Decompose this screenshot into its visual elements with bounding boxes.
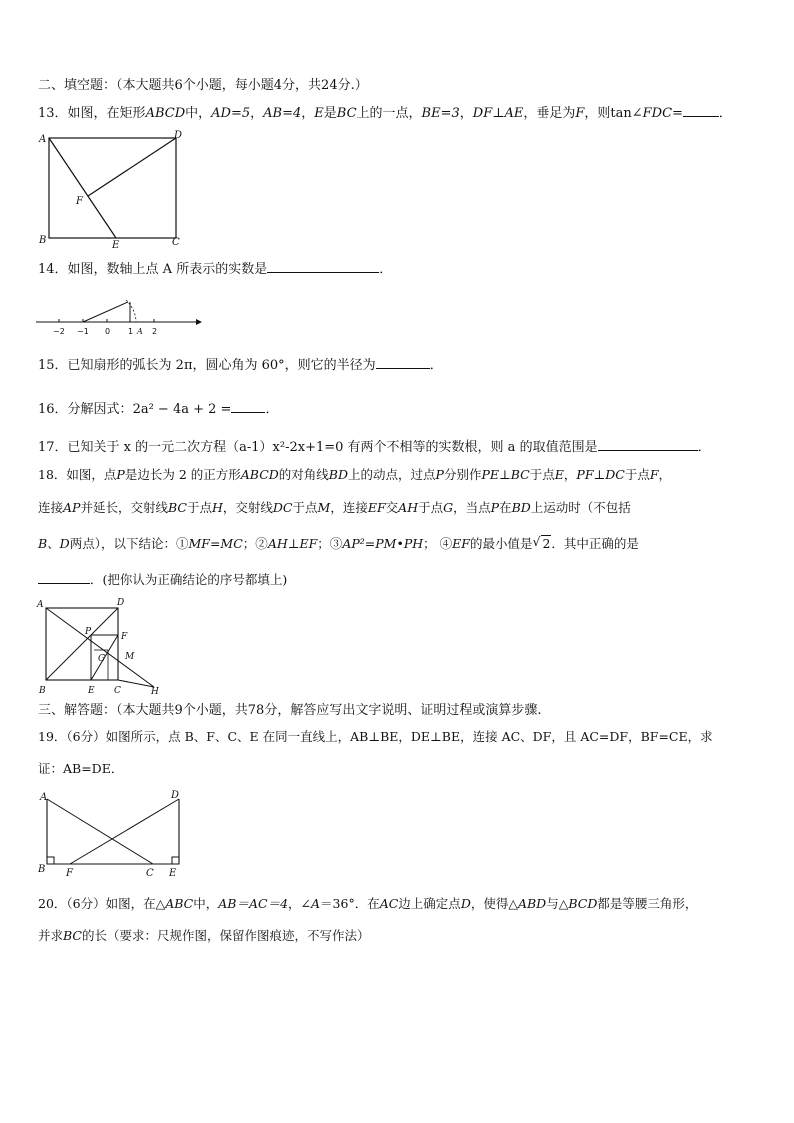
q18-text: 于点 xyxy=(624,467,650,482)
q13-label-e: E xyxy=(112,240,120,251)
q14-number: 14． xyxy=(38,262,68,277)
q18-var: B、D xyxy=(38,536,70,551)
q20-var: A xyxy=(311,896,321,911)
q18-var: P xyxy=(116,467,125,482)
q14-figure xyxy=(36,290,206,342)
q14-tick-label: −2 xyxy=(53,327,65,336)
q18-var: AP xyxy=(63,500,81,515)
q13-text: 中， xyxy=(185,106,212,121)
q18-text: ．(把你认为正确结论的序号都填上) xyxy=(90,572,288,587)
q18-text: 是边长为 2 的正方形 xyxy=(124,467,241,482)
q18-sqrt-symbol: √ xyxy=(532,534,541,549)
q14-text: 如图，数轴上点 A 所表示的实数是 xyxy=(67,262,268,277)
q13-sep: ， xyxy=(250,106,264,121)
q14-tick-label: 2 xyxy=(152,327,158,336)
q13-answer-blank[interactable] xyxy=(683,104,719,117)
q19-text: 证：AB=DE． xyxy=(38,761,124,776)
section-3-heading xyxy=(38,702,541,720)
q20-text: ＝36°．在 xyxy=(320,896,380,911)
q20-text: 中， xyxy=(193,896,219,911)
q19-label-a: A xyxy=(40,792,48,803)
q18-label-m: M xyxy=(125,652,135,662)
question-14 xyxy=(38,260,392,279)
q19-text: （6分）如图所示，点 B、F、C、E 在同一直线上，AB⊥BE，DE⊥BE，连接 AC、DF，且 AC=DF，BF=CE，求 xyxy=(66,729,713,744)
question-18-line-4 xyxy=(38,571,287,589)
q20-text: 的长（要求：尺规作图，保留作图痕迹，不写作法） xyxy=(82,928,370,943)
q18-text: 上的动点，过点 xyxy=(348,467,436,482)
q18-text: 连接 xyxy=(38,500,64,515)
q18-text: 在 xyxy=(499,500,512,515)
q13-angle: FDC xyxy=(642,106,673,121)
q19-right-angle-e xyxy=(172,857,179,864)
question-20-line-1 xyxy=(38,895,697,913)
q18-sqrt xyxy=(532,535,551,553)
q13-label-d: D xyxy=(174,130,183,141)
q18-label-e: E xyxy=(88,686,95,696)
question-17 xyxy=(38,438,711,457)
q16-text-end: ． xyxy=(265,402,279,417)
q18-label-p: P xyxy=(85,627,92,637)
q13-point-e: E xyxy=(314,106,324,121)
q18-text: ，交射线 xyxy=(222,500,273,515)
q18-conclusion-1: MF=MC xyxy=(188,536,243,551)
question-18-line-2 xyxy=(38,499,631,517)
section-2-heading-text: 二、填空题：（本大题共6个小题，每小题4分，共24分.） xyxy=(38,78,368,93)
q18-conclusion-2: AH⊥EF xyxy=(267,536,318,551)
q18-text: 上运动时（不包括 xyxy=(530,500,631,515)
q18-var: F xyxy=(649,467,659,482)
q14-text-end: ． xyxy=(379,262,393,277)
q15-text-end: ． xyxy=(429,358,443,373)
q18-text: 的对角线 xyxy=(278,467,329,482)
q19-label-f: F xyxy=(66,868,73,879)
q16-number: 16． xyxy=(38,402,68,417)
q18-figure xyxy=(36,596,171,700)
q18-text: ； ④ xyxy=(423,536,453,551)
q19-label-c: C xyxy=(146,868,154,879)
question-15 xyxy=(38,356,443,375)
q18-text: 于点 xyxy=(418,500,444,515)
q20-text: ，使得△ xyxy=(470,896,518,911)
q14-point-a-label: A xyxy=(137,327,143,336)
q20-var: AC xyxy=(379,896,399,911)
q13-label-a: A xyxy=(39,134,47,145)
question-13 xyxy=(38,104,732,123)
q14-hypotenuse xyxy=(83,302,128,322)
q13-text: 上的一点， xyxy=(356,106,422,121)
q13-point-f: F xyxy=(575,106,585,121)
question-19-line-2 xyxy=(38,760,123,778)
q18-label-d: D xyxy=(117,598,125,608)
q20-var: BC xyxy=(63,928,82,943)
q17-answer-blank[interactable] xyxy=(598,438,698,451)
q18-var: BD xyxy=(511,500,531,515)
q19-figure xyxy=(36,786,186,882)
q14-tick-label: −1 xyxy=(77,327,89,336)
q18-var: M xyxy=(317,500,331,515)
q20-text: 边上确定点 xyxy=(398,896,461,911)
q13-label-b: B xyxy=(39,235,47,246)
q20-text: 并求 xyxy=(38,928,64,943)
q18-conclusion-4: EF xyxy=(452,536,470,551)
q19-number: 19． xyxy=(38,729,67,744)
q18-var: AH xyxy=(398,500,419,515)
q13-text: 如图，在矩形 xyxy=(67,106,146,121)
section-3-heading-text: 三、解答题：（本大题共9个小题，共78分，解答应写出文字说明、证明过程或演算步骤. xyxy=(38,703,542,718)
q18-text: ．其中正确的是 xyxy=(551,536,639,551)
q13-sep: ， xyxy=(301,106,315,121)
q16-expression: 2a² − 4a + 2 = xyxy=(132,402,232,417)
q13-rect-name: ABCD xyxy=(145,106,186,121)
q18-conclusion-3: AP²=PM•PH xyxy=(342,536,424,551)
q13-cond-df: DF⊥AE xyxy=(472,106,524,121)
q19-segment-df xyxy=(70,799,179,864)
q13-sep: ， xyxy=(459,106,473,121)
q18-diagonal-bd xyxy=(46,608,118,680)
q13-text: ，则tan∠ xyxy=(584,106,643,121)
q20-var: D xyxy=(460,896,471,911)
question-19-line-1 xyxy=(38,728,713,746)
q14-arc xyxy=(126,300,136,322)
q18-text: 并延长，交射线 xyxy=(80,500,168,515)
q13-seg-bc: BC xyxy=(336,106,357,121)
q15-answer-blank[interactable] xyxy=(376,356,430,369)
q13-cond-ab: AB=4 xyxy=(263,106,302,121)
section-2-heading xyxy=(38,77,368,95)
q13-label-c: C xyxy=(172,237,180,248)
q16-text: 分解因式： xyxy=(67,402,133,417)
q18-var: BC xyxy=(167,500,187,515)
q18-var: P xyxy=(490,500,500,515)
q20-number: 20． xyxy=(38,896,67,911)
q15-text: 已知扇形的弧长为 2 xyxy=(67,358,184,373)
q18-text: ，连接 xyxy=(330,500,368,515)
q18-text: 于点 xyxy=(292,500,318,515)
q18-var: E xyxy=(554,467,564,482)
q17-text-end: ． xyxy=(697,440,711,455)
q14-tick-label: 0 xyxy=(105,327,111,336)
q15-text: ，圆心角为 60°，则它的半径为 xyxy=(192,358,376,373)
q18-text: 于点 xyxy=(186,500,212,515)
q15-number: 15． xyxy=(38,358,68,373)
question-20-line-2 xyxy=(38,927,370,945)
q20-text: 与△ xyxy=(546,896,569,911)
q18-text: 交 xyxy=(385,500,399,515)
q19-label-e: E xyxy=(169,868,177,879)
q18-label-c: C xyxy=(114,686,121,696)
q13-cond-ad: AD=5 xyxy=(211,106,251,121)
q18-number: 18． xyxy=(38,467,67,482)
q18-sqrt-arg: 2 xyxy=(542,536,551,551)
q13-text: ，垂足为 xyxy=(523,106,576,121)
question-18-line-1 xyxy=(38,466,671,484)
q18-text: 的最小值是 xyxy=(469,536,533,551)
q20-var: ABD xyxy=(517,896,547,911)
q19-right-angle-b xyxy=(47,857,54,864)
q18-var: PE⊥BC xyxy=(481,467,530,482)
q18-var: G xyxy=(443,500,454,515)
q13-text: 是 xyxy=(323,106,337,121)
q20-var: ABC xyxy=(165,896,194,911)
question-16 xyxy=(38,400,278,419)
q20-text: ，∠ xyxy=(288,896,312,911)
q13-label-f: F xyxy=(76,196,83,207)
q19-segment-ac xyxy=(47,799,153,864)
q18-ray-ah xyxy=(46,608,154,687)
q17-number: 17． xyxy=(38,440,68,455)
q13-segment-df xyxy=(88,138,176,196)
q18-text: ， xyxy=(658,467,672,482)
q13-segment-ae xyxy=(49,138,116,238)
q18-label-h: H xyxy=(151,687,159,697)
q17-text: 已知关于 x 的一元二次方程（a-1）x²-2x+1=0 有两个不相等的实数根，则 a 的取值范围是 xyxy=(67,440,598,455)
q20-text: （6分）如图，在△ xyxy=(66,896,166,911)
q18-label-f: F xyxy=(121,632,128,642)
q14-tick-label: 1 xyxy=(128,327,134,336)
q18-var: PF⊥DC xyxy=(576,467,625,482)
q18-text: ， xyxy=(563,467,577,482)
q16-answer-blank[interactable] xyxy=(231,400,265,413)
q18-label-a: A xyxy=(37,600,44,610)
q18-var: H xyxy=(211,500,223,515)
q18-answer-blank[interactable] xyxy=(38,571,90,584)
q20-text: 都是等腰三角形， xyxy=(597,896,698,911)
q18-label-g: G xyxy=(98,654,106,664)
q18-text: 于点 xyxy=(529,467,555,482)
q18-text: ；③ xyxy=(317,536,343,551)
question-18-line-3 xyxy=(38,535,639,553)
q18-var: P xyxy=(435,467,444,482)
q19-label-d: D xyxy=(171,790,180,801)
q13-figure xyxy=(36,128,196,250)
q18-text: ，当点 xyxy=(453,500,491,515)
q18-label-b: B xyxy=(39,686,46,696)
q13-number: 13． xyxy=(38,106,68,121)
q13-text: = xyxy=(672,106,683,121)
q18-text: 两点），以下结论：① xyxy=(69,536,189,551)
q18-var: BD xyxy=(328,467,349,482)
q13-rectangle xyxy=(49,138,176,238)
q14-axis-arrow xyxy=(196,319,202,325)
q18-var: DC xyxy=(272,500,293,515)
q20-var: AB＝AC＝4 xyxy=(218,896,289,911)
q18-var: EF xyxy=(367,500,386,515)
q19-label-b: B xyxy=(38,864,46,875)
q20-var: BCD xyxy=(568,896,598,911)
q18-text: ；② xyxy=(242,536,268,551)
q14-answer-blank[interactable] xyxy=(267,260,379,273)
q13-text-end: ． xyxy=(718,106,732,121)
q18-text: 如图，点 xyxy=(66,467,117,482)
q13-cond-be: BE=3 xyxy=(421,106,460,121)
q15-pi: π xyxy=(183,358,193,373)
q18-text: 分别作 xyxy=(443,467,482,482)
q18-var: ABCD xyxy=(240,467,279,482)
